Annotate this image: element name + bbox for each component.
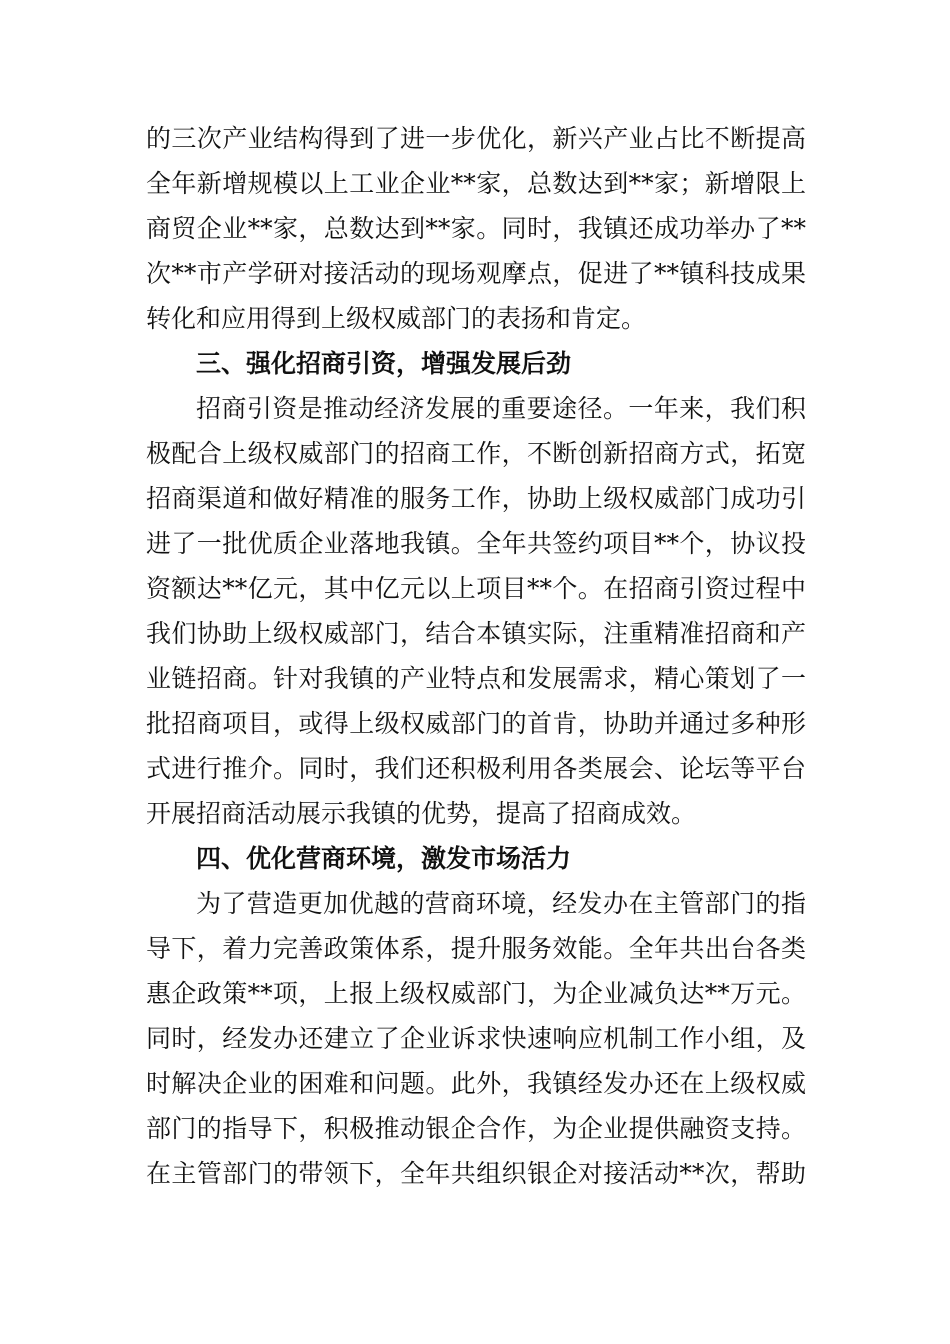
- text-line: 招商渠道和做好精准的服务工作，协助上级权威部门成功引: [146, 484, 806, 513]
- text-line: 为了营造更加优越的营商环境，经发办在主管部门的指: [196, 889, 806, 918]
- text-line: 批招商项目，或得上级权威部门的首肯，协助并通过多种形: [146, 709, 806, 738]
- text-line: 同时，经发办还建立了企业诉求快速响应机制工作小组，及: [146, 1024, 806, 1053]
- text-line: 商贸企业**家，总数达到**家。同时，我镇还成功举办了**: [146, 214, 806, 243]
- text-line: 次**市产学研对接活动的现场观摩点，促进了**镇科技成果: [146, 259, 806, 288]
- text-line: 招商引资是推动经济发展的重要途径。一年来，我们积: [196, 394, 806, 423]
- text-line: 式进行推介。同时，我们还积极利用各类展会、论坛等平台: [146, 754, 806, 783]
- text-line: 转化和应用得到上级权威部门的表扬和肯定。: [146, 304, 647, 333]
- text-line: 惠企政策**项，上报上级权威部门，为企业减负达**万元。: [146, 979, 806, 1008]
- text-line: 进了一批优质企业落地我镇。全年共签约项目**个，协议投: [146, 529, 806, 558]
- text-line: 的三次产业结构得到了进一步优化，新兴产业占比不断提高: [146, 124, 806, 153]
- text-line: 业链招商。针对我镇的产业特点和发展需求，精心策划了一: [146, 664, 806, 693]
- text-line: 部门的指导下，积极推动银企合作，为企业提供融资支持。: [146, 1114, 806, 1143]
- text-line: 导下，着力完善政策体系，提升服务效能。全年共出台各类: [146, 934, 806, 963]
- text-line: 我们协助上级权威部门，结合本镇实际，注重精准招商和产: [146, 619, 806, 648]
- text-line: 时解决企业的困难和问题。此外，我镇经发办还在上级权威: [146, 1069, 806, 1098]
- text-line: 开展招商活动展示我镇的优势，提高了招商成效。: [146, 799, 697, 828]
- text-line: 全年新增规模以上工业企业**家，总数达到**家；新增限上: [146, 169, 806, 198]
- text-line: 极配合上级权威部门的招商工作，不断创新招商方式，拓宽: [146, 439, 806, 468]
- section-heading-4: 四、优化营商环境，激发市场活力: [196, 844, 572, 873]
- text-line: 资额达**亿元，其中亿元以上项目**个。在招商引资过程中: [146, 574, 806, 603]
- text-line: 在主管部门的带领下，全年共组织银企对接活动**次，帮助: [146, 1159, 806, 1188]
- section-heading-3: 三、强化招商引资，增强发展后劲: [196, 349, 572, 378]
